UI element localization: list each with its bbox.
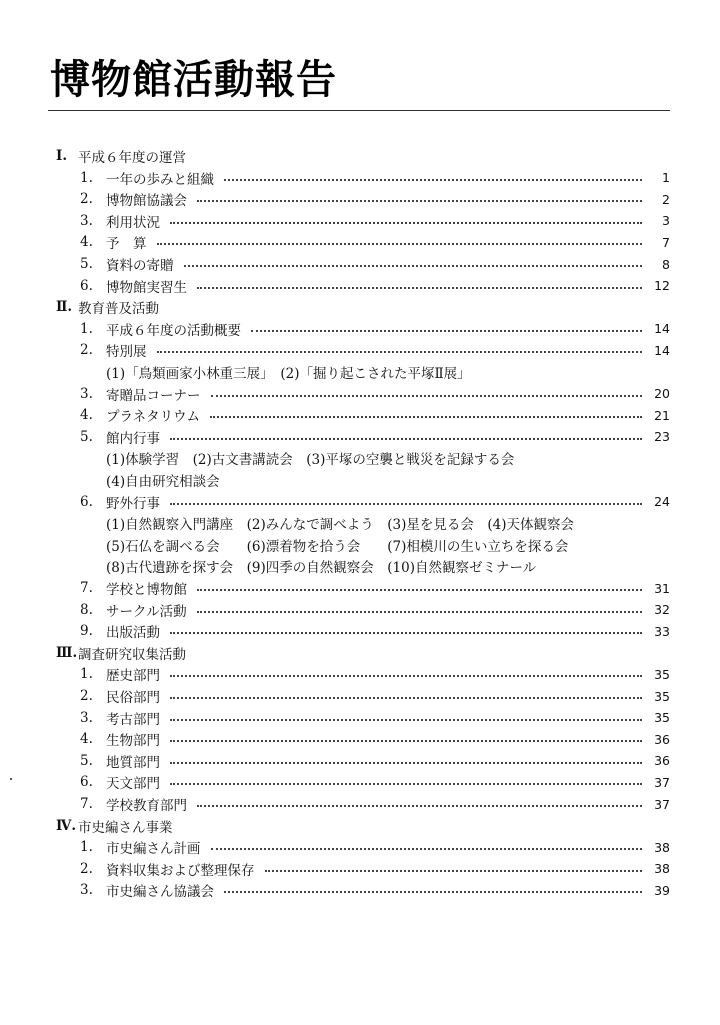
toc-entry: [80, 663, 670, 685]
entry-label: プラネタリウム: [106, 409, 200, 426]
entry-page-number: 20: [654, 386, 670, 402]
entry-number: 6.: [80, 277, 93, 294]
subentry-line: (5)石仏を調べる会 (6)漂着物を拾う会 (7)相模川の生い立ちを探る会: [106, 538, 569, 555]
entry-label: 利用状況: [106, 214, 160, 231]
entry-page-number: 36: [654, 731, 670, 747]
subentry-line: (8)古代遺跡を探す会 (9)四季の自然観察会 (10)自然観察ゼミナール: [106, 560, 537, 577]
entry-number: 3.: [80, 882, 93, 899]
entry-label: 博物館協議会: [106, 193, 187, 210]
entry-label: 博物館実習生: [106, 279, 187, 296]
toc-entry: [80, 793, 670, 815]
toc-entry: [80, 577, 670, 599]
entry-label: 予 算: [106, 236, 147, 253]
entry-number: 5.: [80, 428, 93, 445]
entry-page-number: 38: [654, 839, 670, 855]
entry-page-number: 2: [662, 191, 670, 207]
entry-page-number: 37: [654, 774, 670, 790]
entry-number: 1.: [80, 839, 93, 856]
leader-dots: [197, 287, 642, 289]
leader-dots: [170, 632, 642, 634]
entry-label: 考古部門: [106, 711, 160, 728]
entry-label: 民俗部門: [106, 690, 160, 706]
entry-label: 野外行事: [106, 495, 160, 512]
entry-label: 歴史部門: [106, 668, 160, 685]
entry-number: 1.: [80, 666, 93, 683]
entry-page-number: 33: [654, 623, 670, 639]
entry-label: 出版活動: [106, 625, 160, 642]
toc-entry: [80, 620, 670, 642]
entry-page-number: 38: [654, 861, 670, 877]
leader-dots: [210, 416, 642, 418]
entry-number: 3.: [80, 709, 93, 726]
entry-number: 1.: [80, 320, 93, 337]
toc-entry: [80, 167, 670, 189]
entry-label: 資料の寄贈: [106, 258, 174, 274]
entry-label: 平成６年度の活動概要: [106, 322, 241, 339]
subentry-line: (4)自由研究相談会: [106, 474, 220, 490]
entry-label: 天文部門: [106, 776, 160, 793]
entry-page-number: 36: [654, 753, 670, 769]
toc-entry: [80, 771, 670, 793]
entry-label: 地質部門: [106, 754, 160, 771]
entry-page-number: 21: [654, 407, 670, 423]
entry-number: 6.: [80, 493, 93, 510]
entry-label: サークル活動: [106, 603, 187, 620]
entry-label: 一年の歩みと組織: [106, 171, 214, 188]
entry-number: 6.: [80, 774, 93, 791]
entry-number: 9.: [80, 623, 93, 640]
toc-entry: [80, 404, 670, 426]
section-heading: [56, 296, 376, 318]
toc-entry: [80, 339, 670, 361]
toc-entry: [80, 426, 670, 448]
entry-page-number: 14: [654, 321, 670, 337]
leader-dots: [170, 740, 642, 742]
leader-dots: [170, 503, 642, 505]
entry-label: 資料収集および整理保存: [106, 862, 255, 879]
entry-label: 市史編さん協議会: [106, 884, 214, 901]
leader-dots: [224, 891, 642, 893]
page-title: 博物館活動報告: [50, 57, 337, 103]
toc-entry: [80, 836, 670, 858]
entry-page-number: 1: [662, 170, 670, 186]
toc-entry: [80, 599, 670, 621]
entry-label: 寄贈品コーナー: [106, 387, 201, 404]
subentry-line: (1)自然観察入門講座 (2)みんなで調べよう (3)星を見る会 (4)天体観察会: [106, 517, 574, 534]
scan-speck: [10, 778, 12, 780]
toc-entry: [80, 707, 670, 729]
toc-entry: [80, 728, 670, 750]
entry-page-number: 35: [654, 666, 670, 682]
section-number: Ⅰ.: [56, 148, 68, 164]
leader-dots: [211, 848, 643, 850]
entry-page-number: 35: [654, 710, 670, 726]
entry-page-number: 3: [662, 213, 670, 229]
entry-page-number: 12: [654, 278, 670, 294]
section-label: 平成６年度の運営: [78, 150, 186, 166]
leader-dots: [157, 351, 643, 353]
entry-page-number: 24: [654, 494, 670, 510]
section-number: Ⅳ.: [56, 817, 77, 834]
entry-number: 5.: [80, 752, 93, 769]
leader-dots: [157, 243, 643, 245]
toc-entry: [80, 253, 670, 275]
entry-number: 2.: [80, 342, 93, 359]
toc-entry: [80, 318, 670, 340]
leader-dots: [170, 783, 642, 785]
toc-entry: [80, 188, 670, 210]
subentry-line: (1)「鳥類画家小林重三展」 (2)「掘り起こされた平塚Ⅱ展」: [106, 366, 471, 382]
entry-page-number: 7: [662, 234, 670, 250]
leader-dots: [184, 265, 643, 267]
section-number: Ⅱ.: [56, 299, 73, 316]
entry-number: 8.: [80, 601, 93, 618]
entry-page-number: 37: [654, 796, 670, 812]
leader-dots: [211, 395, 643, 397]
leader-dots: [170, 719, 642, 721]
leader-dots: [197, 200, 642, 202]
entry-label: 生物部門: [106, 733, 160, 750]
entry-number: 3.: [80, 385, 93, 402]
entry-number: 4.: [80, 731, 93, 748]
toc-entry: [80, 491, 670, 513]
section-label: 調査研究収集活動: [78, 646, 186, 663]
section-heading: [56, 145, 376, 167]
entry-page-number: 39: [654, 882, 670, 898]
entry-label: 市史編さん計画: [106, 841, 201, 858]
toc-entry: [80, 231, 670, 253]
entry-page-number: 32: [654, 602, 670, 618]
entry-label: 学校教育部門: [106, 798, 187, 814]
leader-dots: [170, 675, 642, 677]
toc-entry: [80, 750, 670, 772]
entry-number: 4.: [80, 407, 93, 424]
toc-entry: [80, 879, 670, 901]
entry-number: 5.: [80, 256, 93, 272]
section-heading: [56, 815, 376, 837]
entry-number: 4.: [80, 234, 93, 251]
toc-entry: [80, 383, 670, 405]
entry-number: 1.: [80, 169, 93, 186]
entry-page-number: 23: [654, 429, 670, 445]
leader-dots: [197, 611, 642, 613]
entry-number: 3.: [80, 212, 93, 229]
section-label: 市史編さん事業: [78, 819, 173, 836]
leader-dots: [197, 805, 642, 807]
entry-page-number: 8: [662, 256, 670, 272]
entry-page-number: 14: [654, 342, 670, 358]
leader-dots: [170, 438, 642, 440]
entry-page-number: 31: [654, 580, 670, 596]
toc-entry: [80, 858, 670, 880]
section-label: 教育普及活動: [78, 301, 159, 318]
entry-number: 7.: [80, 580, 93, 596]
section-number: Ⅲ.: [56, 644, 78, 661]
leader-dots: [224, 179, 642, 181]
leader-dots: [170, 222, 642, 224]
entry-page-number: 35: [654, 688, 670, 704]
leader-dots: [265, 870, 643, 872]
toc-entry: [80, 210, 670, 232]
entry-number: 2.: [80, 191, 93, 208]
toc-entry: [80, 685, 670, 707]
entry-number: 2.: [80, 688, 93, 704]
leader-dots: [170, 697, 642, 699]
entry-label: 学校と博物館: [106, 582, 187, 598]
leader-dots: [251, 330, 642, 332]
entry-label: 館内行事: [106, 430, 160, 447]
entry-label: 特別展: [106, 344, 147, 361]
entry-number: 2.: [80, 860, 93, 877]
title-rule: [48, 110, 670, 111]
leader-dots: [170, 762, 642, 764]
subentry-line: (1)体験学習 (2)古文書講読会 (3)平塚の空襲と戦災を記録する会: [106, 452, 515, 469]
section-heading: [56, 642, 376, 664]
toc-entry: [80, 275, 670, 297]
entry-number: 7.: [80, 796, 93, 812]
leader-dots: [197, 589, 642, 591]
